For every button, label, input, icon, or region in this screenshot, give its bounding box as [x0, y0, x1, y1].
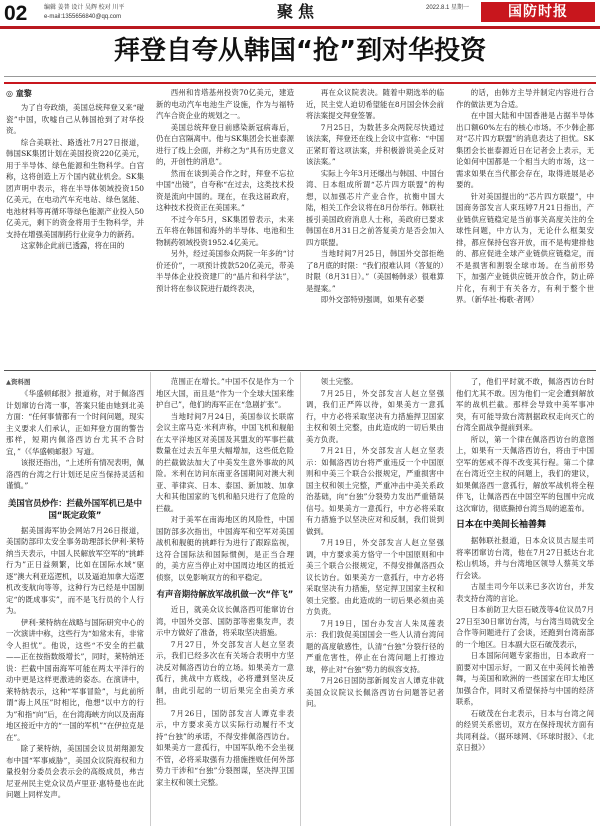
- image-caption: ▲资料图: [6, 378, 31, 386]
- page-header: [0, 0, 600, 28]
- paragraph: 不过今年5月，SK集团曾表示，未来五年将在韩国和海外的半导体、电池和生物制药领域投资1952.4亿美元。: [156, 214, 294, 247]
- paragraph: 据韩联社报道，日本众议员古屋圭司将率团窜访台湾，他在7月27日抵达台北松山机场，并与台湾地区领导人蔡英文举行会谈。: [456, 536, 594, 580]
- sidebar-column-3: [306, 376, 444, 710]
- headline-rule-accent: [4, 82, 596, 84]
- headline: 拜登自夸从韩国“抢”到对华投资: [113, 36, 487, 66]
- sidebar-column-4: [456, 376, 594, 754]
- paragraph: 针对美国提出的“芯片四方联盟”，中国商务部发言人束珏婷7月21日指出，产业链供应链稳定是当前事关高度关注的全球性问题，中方认为，无论什么框架安排，都应保持包容开放，而不是构建排他的、都应促进全球产业链供应链稳定，而不是损害和割裂全球市场。在当前形势下，加强产业链供应链开放合作，防止碎片化，有利于有关各方，有利于整个世界。（新华社·梅歌·者网）: [456, 191, 594, 304]
- subheading: 美国官员炒作：拦截外国军机已是中国“既定政策”: [8, 497, 142, 520]
- paragraph: 然而在谈到美合作之时，拜登不忘拉中国“出镜”，自夸称“在过去，这类技术投资是流向中国的。现在，在我这届政府，这种技术投资正在美国来。”: [156, 168, 294, 212]
- paragraph: 实际上今年3月还爆出与韩国、中国台湾、日本组成所谓“芯片四方联盟”的构想，以加强芯片产业合作，抗衡中国大陆，相关工作会议将在8月份举行。韩联社援引美国政府消息人士称，美政府已要求韩国在8月31日之前答复美方是否会加入四方联盟。: [306, 168, 444, 247]
- sidebar-column-1: [6, 388, 144, 801]
- paper-logo: 国防时报: [481, 2, 595, 22]
- paragraph: 除了莱特纳，美国国会议员胡翔源发布中国“军事威胁”，美国众议院海权和力量投射分委员会表示会的高级成员，弗吉尼亚州民主党众议员卢里亚·惠特曼也在此问题上同样发声。: [6, 744, 144, 799]
- paragraph: 伊利·莱特纳在战略与国际研究中心的一次演讲中称，这些行为“如常未有，非常令人担忧”。他说，这些“不安全的拦截——正在按指数级增长”，同时，莱特纳还说：拦截中国南海军可能在两太平洋行的动中更是这样更激进的姿态。在演讲中，莱特纳表示，这种“军事冒险”，与此前所谓“海上风压”时相比，他想“以中方的行为”和指“向”后，在台湾海峡方向以及南海地区接近中方的“一国的军机”“在伊拉克是在”。: [6, 617, 144, 742]
- page-number: 02: [4, 2, 28, 25]
- paragraph: 综合美联社、路透社7月27日报道，韩国SK集团计划在美国投资220亿美元，用于半导体、绿色能源和生物科学。白宫称，这将创造上万个国内就业机会。SK集团声明中表示，将在半导体领域投资150亿美元，在电动汽车充电站、绿色氢能、电池材料等再循环等绿色能源产业投入50亿美元，剩下的资金将用于生物科学，并支持在增强美国制药行业竞争力的新药。: [6, 137, 144, 239]
- paragraph: 所以，第一个律在佩洛西访台的意图上，如果有一天佩洛西访台，将由于中国空军的惩戒不得不改变其行程。第二个律在台湾近空主权的问题上，我们的建议，如果佩洛西一意孤行，解放军战机将全程伴飞，让佩洛西在中国空军的包围中完成这次窜访，彻底撕掉台湾当局的遮羞布。: [456, 434, 594, 513]
- paragraph: 当地时间7月24日，美国参议长联席会议主席马克·米利声称，中国飞机和舰船在太平洋地区对美国及其盟友的军事拦截数量在过去五年里大幅增加，这些低危险的拦截做法加大了中美发生意外事故的风险。米利在访问东南亚各国期间对澳大利亚、菲律宾、日本、泰国、新加坡、加拿大和其他国家的飞机和船只进行了危险的拦截。: [156, 411, 294, 513]
- paragraph: 另外，经过美国参众两院一年多的“讨价还价”，一项预计拨款520亿美元，带美半导体企业投资建厂的“晶片和科学法”，预计将在参议院进行最终表决，: [156, 249, 294, 293]
- paragraph: 古屋圭司今年以来已多次访台，并发表支持台湾的言论。: [456, 582, 594, 603]
- story-column-4: [456, 87, 594, 306]
- paragraph: 据美国海军协会网站7月26日报道，美国防部印太安全事务助理部长伊利·莱特纳当天表示，中国人民解放军空军的“挑衅行为”正日益频繁，比如在国际水域“驱逐”澳大利亚巡逻机，以及逼迫加拿大巡逻机改变航向等等，这种行为已经是中国制定“的既成事实”，而不是飞行员的个人行为。: [6, 525, 144, 615]
- paragraph: 日本国际问题专家指出，日本政府一面要对中国示好，一面又在中美间长袖善舞，与美国和欧洲的一些国家在印太地区加强合作，同时又希望保持与中国的经济联系，: [456, 651, 594, 706]
- issue-date: 2022.8.1 星期一: [426, 5, 470, 11]
- editor-credits: 编辑 姜普 设计 吴辉 校对 川平 e-mail:1355656840@qq.com: [44, 5, 125, 20]
- paragraph: 的话，由韩方主导并制定内容进行合作的做法更为合适。: [456, 88, 594, 109]
- paragraph: 《华盛顿邮报》报道称，对于佩洛西计划窜访台湾一事，答案只能由她到北美方面：“任何事情都有一个时间问题，现实主义要求人们承认，正如拜登方面的警告那样，短期内佩洛西访台尤其不合时宜，”（《华盛顿邮报》写道。: [6, 389, 144, 456]
- paragraph: 为了自夸政绩，美国总统拜登又来“碰瓷”中国，吹嘘自己从韩国抢到了对华投资。: [6, 103, 144, 135]
- paragraph: 该报还指出，“上述所有情况表明，佩洛西的台湾之行计划还足应当保持灵活和谨慎。”: [6, 458, 144, 490]
- paragraph: 7月19日，外交部发言人赵立坚强调，中方要求美方恪守一个中国原则和中美三个联合公报规定，不得安排佩洛西众议长访台。如果美方一意孤行，中方必将采取坚决有力措施，坚定捍卫国家主权和领土完整。由此造成的一切后果必须由美方负责。: [306, 538, 444, 616]
- paragraph: 石破茂在台北表示，日本与台湾之间的经贸关系密切，双方在保持现状方面有共同利益。（据环球网、《环球时报》、《北京日报》）: [456, 708, 594, 752]
- header-rule: [0, 26, 600, 29]
- column-divider: [300, 372, 301, 826]
- headline-rule-top: [4, 76, 596, 77]
- paragraph: 再在众议院表决。随着中期选举的临近，民主党人迫切希望能在8月国会休会前将法案提交拜登签署。: [306, 88, 444, 120]
- subheading: 有声音期待解放军战机做一次“伴飞”: [156, 589, 294, 599]
- paragraph: 日本前防卫大臣石破茂等4位议员7月27日至30日窜访台湾，与台湾当局就安全合作等问题进行了会谈，还跑到台湾南部的一个地区。日本副大臣石破茂表示，: [456, 605, 594, 649]
- paragraph: 近日，就美众议长佩洛西可能窜访台湾，中国外交部、国防部等密集发声，表示中方做好了准备，将采取坚决措施。: [156, 605, 294, 637]
- story-column-1: [6, 102, 144, 252]
- paragraph: 7月19日，国台办发言人朱凤莲表示：我们敦促美国国会一些人认清台湾问题的高度敏感性，认清“台独”分裂行径的严重危害性，停止在台湾问题上打擦边球，停止对“台独”势力的纵容支持。: [306, 618, 444, 674]
- paragraph: 在中国大陆和中国香港是占据半导体出口额60%左右的核心市场。不少韩企都对“芯片四方联盟”的消息表达了担忧。SK集团会长崔泰源近日在记者会上表示，无论如何中国都是一个相当大的市场，这一需求如果在当代都会存在，取得进展是必要的。: [456, 111, 594, 189]
- paragraph: 7月26日国防部新闻发言人谭克非就美国众议院议长佩洛西访台问题答记者问。: [306, 676, 444, 708]
- story-column-3: [306, 87, 444, 306]
- paragraph: 西州和肯塔基州投资70亿美元，建造新的电动汽车电池生产设施，作为与福特汽车合资企业的规划之一。: [156, 88, 294, 120]
- paragraph: 7月26日，国防部发言人谭克非表示，中方要求美方以实际行动履行不支持“台独”的承诺，不得安排佩洛西访台。如果美方一意孤行，中国军队绝不会坐视不管，必将采取强有力措施挫败任何外部势力干涉和“台独”分裂图谋，坚决捍卫国家主权和领土完整。: [156, 708, 294, 787]
- paragraph: 这家韩企此前已透露，将在田的: [20, 241, 125, 250]
- story-column-2: [156, 87, 294, 294]
- column-divider: [150, 372, 151, 826]
- paragraph: 7月25日，为数甚多众两院尽快通过该法案，拜登还在线上会议中宣称：“中国正紧盯着这项法案，并积极游说美企反对该法案。”: [306, 122, 444, 166]
- paragraph: 领土完整。: [320, 377, 358, 386]
- paragraph: 7月25日，外交部发言人赵立坚强调，我们正严阵以待，如果美方一意孤行，中方必将采取坚决有力措施捍卫国家主权和领土完整，由此造成的一切后果由美方负责。: [306, 388, 444, 444]
- paragraph: 7月21日，外交部发言人赵立坚表示：如佩洛西访台将严重违反一个中国原则和中美三个联合公报规定，严重损害中国主权和领土完整，严重冲击中美关系政治基础，向“台独”分裂势力发出严重错误信号。如果美方一意孤行，中方必将采取有力措施予以坚决应对和反制，我们说到做到。: [306, 446, 444, 536]
- paragraph: 当地时间7月25日，韩国外交部拒绝了8月底的时限：“我们很难认同（答复的）时限（8月31日）。”（美国畅韩录）很难算是提案。”: [306, 249, 444, 293]
- sidebar-column-2: [156, 376, 294, 788]
- paragraph: 7月27日，外交部发言人赵立坚表示，我们已经多次在有关场合表明中方坚决反对佩洛西访台的立场。如果美方一意孤行，挑战中方底线，必将遭到坚决反制，由此引起的一切后果完全由美方承担。: [156, 639, 294, 706]
- paragraph: 美国总统拜登日前感染新冠病毒后，仍在白宫隔离中。他与SK集团会长崔泰源进行了线上会面，并称之为“具有历史意义的，开创性的消息”。: [156, 122, 294, 166]
- paragraph: 了，他们平时就不敢，佩洛西访台时他们尤其不敢。因为他们一定会遭到解放军的战机拦截。那样会导致中美军事冲突，有可能导致台湾割据政权走向灭亡的台湾全面战争提前到来。: [456, 377, 594, 432]
- column-divider: [450, 372, 451, 826]
- subheading: 日本在中美间长袖善舞: [456, 520, 547, 530]
- byline: ◎ 童黎: [6, 89, 32, 98]
- section-divider: [4, 370, 596, 371]
- section-title: 聚焦: [276, 2, 319, 21]
- paragraph: 对于美军在南海地区的风险性，中国国防部多次指出，中国海军和空军对美国战机和舰艇的挑衅行为进行了跟踪监视，这符合国际法和国际惯例，是正当合理的，美方应当停止对中国周边地区的抵近侦察，以免影响双方的和平稳定。: [156, 515, 294, 582]
- paragraph: 范围正在增长。”中国不仅是作为一个地区大国，而且是“作为一个全球大国来维护自己”，他们的海军正在“急剧扩张”。: [156, 377, 294, 409]
- paragraph: 即外交部特别强调，如果有必要: [320, 295, 425, 304]
